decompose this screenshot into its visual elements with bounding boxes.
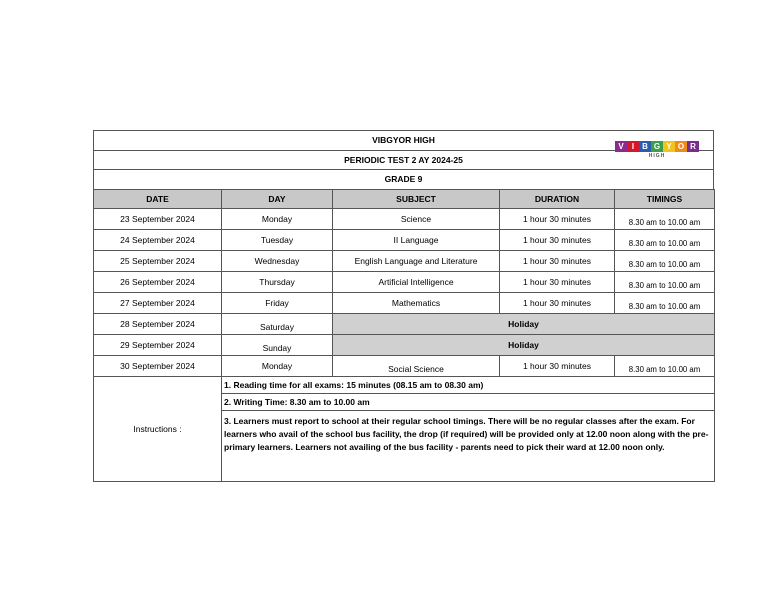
holiday-cell: Holiday [333,314,715,335]
logo-letter: R [687,141,699,152]
instruction-item: 3. Learners must report to school at their regular school timings. There will be no regular classes after the exam. For learners who avail of the school bus facility, the drop (if required) will be provided only at 12.00 noon along with the pre-primary learners. Learners not availing of the bus facility - parents need to pick their ward at 12.00 noon only. [224,416,709,452]
logo-letter: V [615,141,627,152]
subject-cell: Mathematics [333,293,500,314]
timing-cell: 8.30 am to 10.00 am [615,356,715,377]
table-row [94,335,715,356]
table-row [94,209,715,230]
table-row [94,230,715,251]
date-cell: 30 September 2024 [94,356,222,377]
table-header-row [94,190,715,209]
date-cell: 25 September 2024 [94,251,222,272]
day-cell: Friday [222,293,333,314]
day-cell: Saturday [222,314,333,335]
day-cell: Tuesday [222,230,333,251]
column-header-day: DAY [222,190,333,209]
exam-title-text: PERIODIC TEST 2 AY 2024-25 [344,155,463,165]
duration-cell: 1 hour 30 minutes [500,209,615,230]
column-header-timings: TIMINGS [615,190,715,209]
duration-cell: 1 hour 30 minutes [500,230,615,251]
date-cell: 28 September 2024 [94,314,222,335]
exam-schedule-sheet [93,130,714,482]
day-cell: Thursday [222,272,333,293]
date-cell: 29 September 2024 [94,335,222,356]
logo-letter: O [675,141,687,152]
day-cell: Monday [222,209,333,230]
holiday-cell: Holiday [333,335,715,356]
column-header-duration: DURATION [500,190,615,209]
subject-cell: Artificial Intelligence [333,272,500,293]
date-cell: 24 September 2024 [94,230,222,251]
subject-cell: II Language [333,230,500,251]
instruction-item: 2. Writing Time: 8.30 am to 10.00 am [222,394,714,411]
date-cell: 26 September 2024 [94,272,222,293]
logo-subtext: HIGH [648,153,666,159]
date-cell: 27 September 2024 [94,293,222,314]
logo-color-strip [615,141,699,152]
table-row [94,251,715,272]
instructions-row [94,377,715,482]
vibgyor-logo [615,141,699,163]
table-row [94,356,715,377]
subject-cell: Social Science [333,356,500,377]
day-cell: Monday [222,356,333,377]
duration-cell: 1 hour 30 minutes [500,251,615,272]
column-header-date: DATE [94,190,222,209]
day-cell: Sunday [222,335,333,356]
instructions-label: Instructions : [94,377,222,482]
schedule-table [93,189,715,482]
logo-letter: Y [663,141,675,152]
table-row [94,272,715,293]
logo-letter: B [639,141,651,152]
timing-cell: 8.30 am to 10.00 am [615,272,715,293]
duration-cell: 1 hour 30 minutes [500,293,615,314]
date-cell: 23 September 2024 [94,209,222,230]
instruction-item: 1. Reading time for all exams: 15 minutes (08.15 am to 08.30 am) [222,377,714,394]
table-row [94,314,715,335]
grade-title [93,169,714,189]
column-header-subject: SUBJECT [333,190,500,209]
duration-cell: 1 hour 30 minutes [500,356,615,377]
logo-letter: I [627,141,639,152]
duration-cell: 1 hour 30 minutes [500,272,615,293]
instructions-content [222,377,715,482]
timing-cell: 8.30 am to 10.00 am [615,251,715,272]
subject-cell: Science [333,209,500,230]
school-name-text: VIBGYOR HIGH [372,135,435,145]
subject-cell: English Language and Literature [333,251,500,272]
grade-title-text: GRADE 9 [384,174,423,184]
table-row [94,293,715,314]
timing-cell: 8.30 am to 10.00 am [615,209,715,230]
logo-letter: G [651,141,663,152]
school-name [93,130,714,159]
timing-cell: 8.30 am to 10.00 am [615,230,715,251]
timing-cell: 8.30 am to 10.00 am [615,293,715,314]
day-cell: Wednesday [222,251,333,272]
